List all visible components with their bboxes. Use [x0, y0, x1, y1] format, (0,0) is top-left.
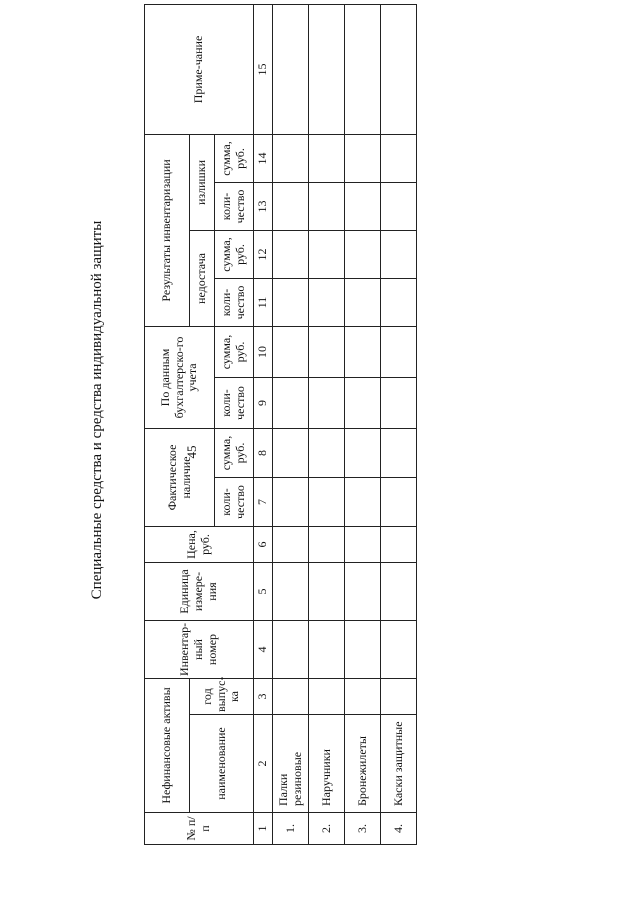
row-index: 2.: [309, 813, 345, 845]
cell-actual-qty: [273, 478, 309, 527]
cell-shortage-sum: [381, 231, 417, 279]
header-shortage-qty: коли-чество: [215, 279, 254, 327]
cell-note: [381, 4, 417, 134]
cell-surplus-qty: [381, 183, 417, 231]
cell-shortage-qty: [273, 279, 309, 327]
header-surplus-sum: сумма, руб.: [215, 134, 254, 182]
cell-shortage-qty: [309, 279, 345, 327]
column-number: 9: [254, 378, 273, 429]
column-number: 14: [254, 134, 273, 182]
cell-actual-sum: [273, 429, 309, 478]
header-accounting-qty: коли-чество: [215, 378, 254, 429]
cell-inventory-number: [345, 621, 381, 679]
cell-shortage-sum: [309, 231, 345, 279]
cell-accounting-qty: [345, 378, 381, 429]
header-actual-qty: коли-чество: [215, 478, 254, 527]
header-inventory-number: Инвентар-ный номер: [145, 621, 254, 679]
page-number: 45: [184, 445, 199, 459]
column-number: 8: [254, 429, 273, 478]
cell-surplus-qty: [345, 183, 381, 231]
cell-unit: [309, 563, 345, 621]
header-price: Цена, руб.: [145, 527, 254, 563]
column-number: 5: [254, 563, 273, 621]
cell-shortage-qty: [381, 279, 417, 327]
header-actual: Фактическое наличие: [145, 429, 215, 527]
cell-accounting-qty: [381, 378, 417, 429]
cell-actual-qty: [309, 478, 345, 527]
table-row: [309, 4, 345, 844]
cell-surplus-sum: [273, 134, 309, 182]
header-note: Приме-чание: [145, 4, 254, 134]
column-number: 3: [254, 679, 273, 715]
table-header: [145, 4, 254, 844]
cell-year: [309, 679, 345, 715]
cell-accounting-sum: [381, 327, 417, 378]
cell-unit: [381, 563, 417, 621]
document-title: Специальные средства и средства индивидуальной защиты: [89, 220, 105, 600]
cell-shortage-sum: [345, 231, 381, 279]
column-number: 2: [254, 715, 273, 813]
header-results: Результаты инвентаризации: [145, 134, 190, 326]
cell-surplus-sum: [345, 134, 381, 182]
cell-inventory-number: [273, 621, 309, 679]
column-number: 15: [254, 4, 273, 134]
cell-accounting-sum: [309, 327, 345, 378]
table-row: [273, 4, 309, 844]
cell-unit: [273, 563, 309, 621]
cell-note: [345, 4, 381, 134]
cell-surplus-qty: [273, 183, 309, 231]
cell-inventory-number: [309, 621, 345, 679]
column-number: 12: [254, 231, 273, 279]
cell-shortage-qty: [345, 279, 381, 327]
column-number: 4: [254, 621, 273, 679]
row-index: 4.: [381, 813, 417, 845]
column-number: 10: [254, 327, 273, 378]
cell-accounting-sum: [273, 327, 309, 378]
header-unit: Единица измере-ния: [145, 563, 254, 621]
cell-actual-sum: [309, 429, 345, 478]
header-surplus: излишки: [190, 134, 215, 230]
cell-inventory-number: [381, 621, 417, 679]
cell-price: [381, 527, 417, 563]
column-number: 6: [254, 527, 273, 563]
cell-unit: [345, 563, 381, 621]
cell-surplus-sum: [381, 134, 417, 182]
cell-note: [273, 4, 309, 134]
row-name: Палки резиновые: [273, 715, 309, 813]
cell-year: [345, 679, 381, 715]
inventory-table: [144, 4, 417, 845]
cell-actual-sum: [345, 429, 381, 478]
header-accounting-sum: сумма, руб.: [215, 327, 254, 378]
row-index: 1.: [273, 813, 309, 845]
column-number: 11: [254, 279, 273, 327]
cell-year: [273, 679, 309, 715]
header-nonfinancial-assets: Нефинансовые активы: [145, 679, 190, 813]
header-name: наименование: [190, 715, 254, 813]
header-shortage: недостача: [190, 231, 215, 327]
header-year: год выпус-ка: [190, 679, 254, 715]
row-name: Наручники: [309, 715, 345, 813]
column-numbers-row: [254, 4, 273, 844]
column-number: 1: [254, 813, 273, 845]
row-index: 3.: [345, 813, 381, 845]
row-name: Каски защитные: [381, 715, 417, 813]
cell-note: [309, 4, 345, 134]
cell-surplus-sum: [309, 134, 345, 182]
table-row: [381, 4, 417, 844]
header-index: № п/п: [145, 813, 254, 845]
header-surplus-qty: коли-чество: [215, 183, 254, 231]
cell-accounting-qty: [309, 378, 345, 429]
cell-price: [309, 527, 345, 563]
column-number: 7: [254, 478, 273, 527]
cell-accounting-qty: [273, 378, 309, 429]
header-actual-sum: сумма, руб.: [215, 429, 254, 478]
cell-year: [381, 679, 417, 715]
column-number: 13: [254, 183, 273, 231]
cell-shortage-sum: [273, 231, 309, 279]
cell-actual-qty: [345, 478, 381, 527]
table-row: [345, 4, 381, 844]
cell-actual-qty: [381, 478, 417, 527]
cell-actual-sum: [381, 429, 417, 478]
row-name: Бронежилеты: [345, 715, 381, 813]
cell-price: [273, 527, 309, 563]
cell-price: [345, 527, 381, 563]
header-accounting: По данным бухгалтерско-го учета: [145, 327, 215, 429]
cell-accounting-sum: [345, 327, 381, 378]
header-shortage-sum: сумма, руб.: [215, 231, 254, 279]
cell-surplus-qty: [309, 183, 345, 231]
